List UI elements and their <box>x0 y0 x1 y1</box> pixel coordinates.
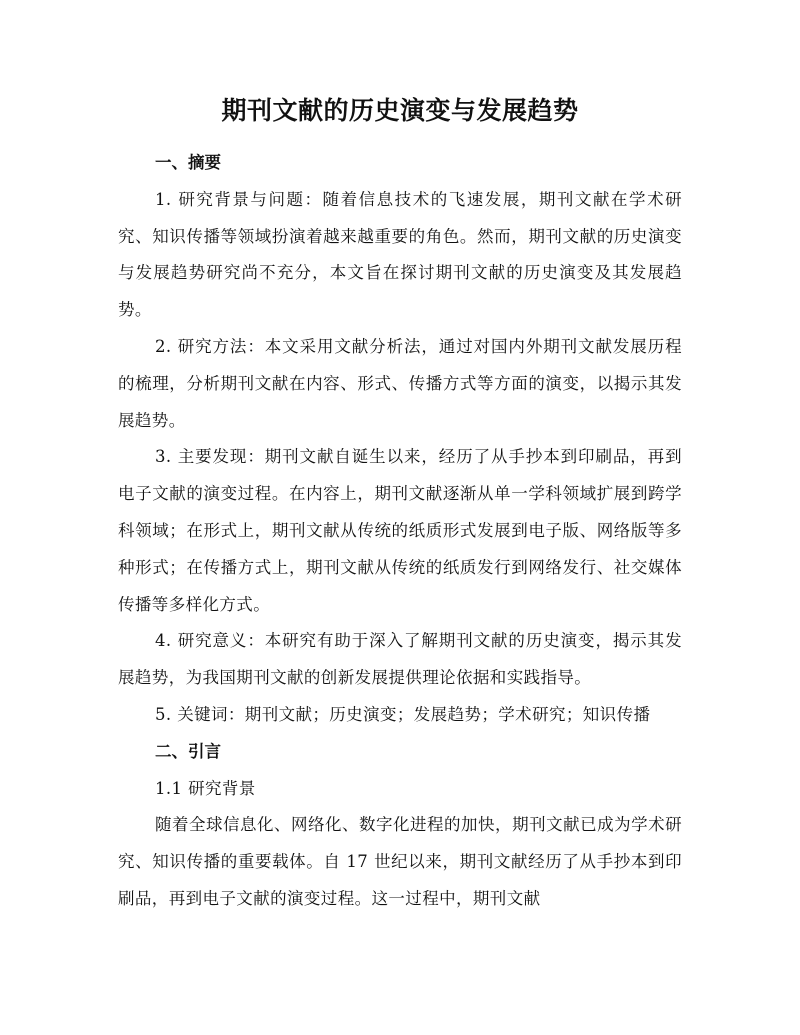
document-title: 期刊文献的历史演变与发展趋势 <box>221 96 579 125</box>
abstract-paragraph-2: 2. 研究方法：本文采用文献分析法，通过对国内外期刊文献发展历程的梳理，分析期刊文献在内容、形式、传播方式等方面的演变，以揭示其发展趋势。 <box>118 336 682 430</box>
abstract-paragraph-3: 3. 主要发现：期刊文献自诞生以来，经历了从手抄本到印刷品，再到电子文献的演变过程。在内容上，期刊文献逐渐从单一学科领域扩展到跨学科领域；在形式上，期刊文献从传统的纸质形式发展到电子版、网络版等多种形式；在传播方式上，期刊文献从传统的纸质发行到网络发行、社交媒体传播等多样化方式。 <box>118 447 682 614</box>
abstract-paragraph-5: 5. 关键词：期刊文献；历史演变；发展趋势；学术研究；知识传播 <box>155 704 651 724</box>
abstract-paragraph-1: 1. 研究背景与问题：随着信息技术的飞速发展，期刊文献在学术研究、知识传播等领域扮演着越来越重要的角色。然而，期刊文献的历史演变与发展趋势研究尚不充分，本文旨在探讨期刊文献的历史演变及其发展趋势。 <box>118 189 682 320</box>
introduction-paragraph-1: 随着全球信息化、网络化、数字化进程的加快，期刊文献已成为学术研究、知识传播的重要载体。自 17 世纪以来，期刊文献经历了从手抄本到印刷品，再到电子文献的演变过程。这一过程中，期刊文献 <box>118 815 682 908</box>
section-heading-abstract: 一、摘要 <box>155 153 221 172</box>
subsection-heading-background: 1.1 研究背景 <box>155 778 256 798</box>
abstract-paragraph-4: 4. 研究意义：本研究有助于深入了解期刊文献的历史演变，揭示其发展趋势，为我国期刊文献的创新发展提供理论依据和实践指导。 <box>118 631 682 688</box>
section-heading-introduction: 二、引言 <box>155 741 221 761</box>
document-body <box>118 145 682 918</box>
